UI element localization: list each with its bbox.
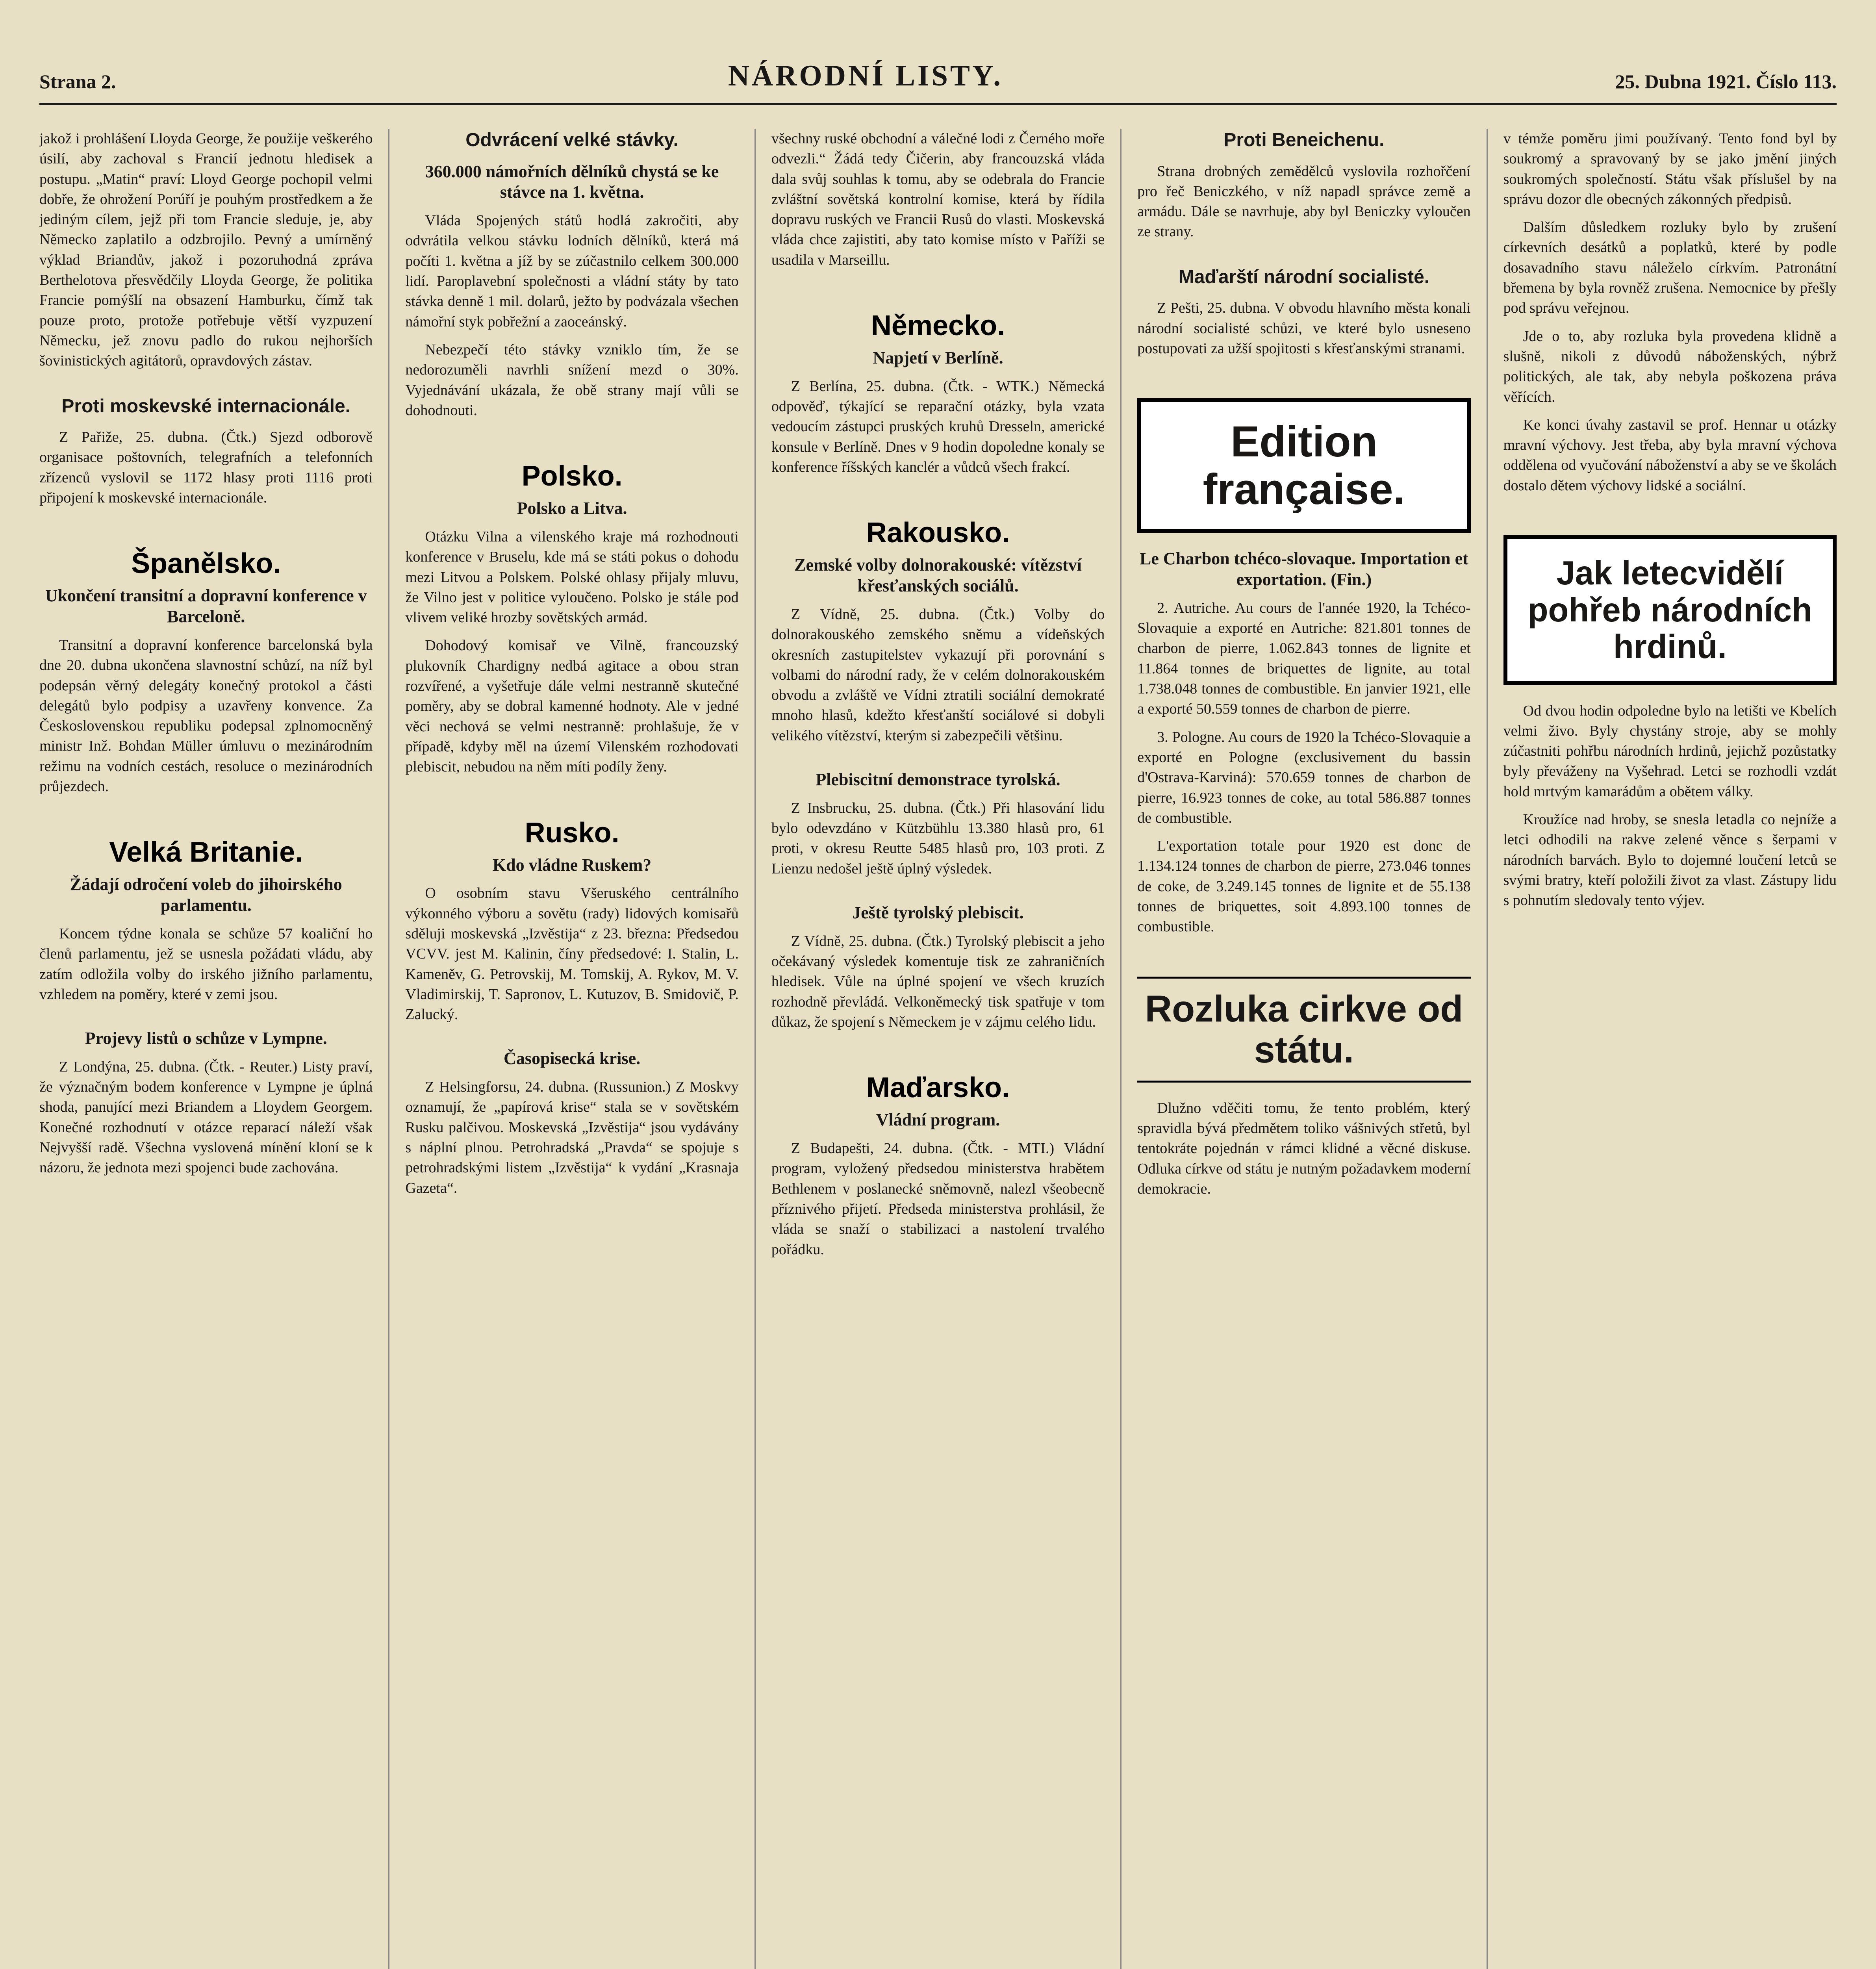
article-subheadline: Žádají odročení voleb do jihoirského parlamentu. xyxy=(70,875,342,915)
banner-title: Jak letecvidělí pohřeb národních hrdinů. xyxy=(1527,554,1813,666)
article-text: 3. Pologne. Au cours de 1920 la Tchéco-Slovaquie a exporté en Pologne (exclusivement du bassin d'Ostrava-Karviná): 570.659 tonnes de charbon de pierre, 16.923 tonnes de coke, au total 586.887 tonnes de combustible. xyxy=(1137,729,1471,826)
section-title: Polsko. xyxy=(521,460,623,492)
article-subheadline: Projevy listů o schůze v Lympne. xyxy=(85,1029,327,1048)
article-headline: Proti Beneichenu. xyxy=(1223,130,1385,150)
section-title: Rakousko. xyxy=(866,517,1010,549)
article xyxy=(771,1056,1105,1268)
article xyxy=(39,1028,373,1186)
article-text: O osobním stavu Všeruského centrálního výkonného výboru a sovětu (rady) lidových komisařů sděluji moskevská „Izvěstija“ z 23. března: Předsedou VCVV. jest M. Kalinin, číny předsedové: I. Stalin, L. Kameněv, G. Petrovskij, M. Tomskij, A. Rykov, M. V. Vladimirskij, T. Sapronov, L. Kutuzov, B. Smidovič, P. Zalucký. xyxy=(405,885,739,1023)
column-5 xyxy=(1503,129,1837,1969)
article xyxy=(771,903,1105,1040)
section-title: Maďarsko. xyxy=(866,1072,1010,1104)
article-headline: Maďarští národní socialisté. xyxy=(1178,266,1430,287)
article-text: jakož i prohlášení Lloyda George, že použije veškerého úsilí, aby zachoval s Francií jednotu hledisek a postupu. „Matin“ praví: Lloyd George pochopil velmi dobře, že ohrožení Porúří je pouhým prostředkem a že jediným cílem, jejž při tom Francie sleduje, je, aby Německo zaplatilo a odzbrojilo. Pevný a umírněný výklad Briandův, jakož i pozoruhodná zpráva Berthelotova přesvědčily Lloyda George, že politika Francie pomýšlí na obsazení Hamburku, čímž tak pouze proto, protože potřebuje větší vyzpuzení Německu, jež znovu padlo do rukou nejhorších šovinistických agitátorů, opravdových zástav. xyxy=(39,130,373,369)
article xyxy=(1137,266,1470,367)
article-text: Z Budapešti, 24. dubna. (Čtk. - MTI.) Vládní program, vyložený předsedou ministerstva hrabětem Bethlenem v poslanecké sněmovně, nalezl všeobecně příznivého přijetí. Předseda ministerstva prohlásil, že vláda se snaží o stabilizaci a nastolení trvalého pořádku. xyxy=(771,1140,1105,1258)
article-text: Dohodový komisař ve Vilně, francouzský plukovník Chardigny nedbá agitace a obou stran rozvířené, a vyšetřuje dále velmi nestranně skutečné poměry, aby se dobral kamenné hodnoty. Ale v jedné věci nechová se velmi nestranně: prohlašuje, že v případě, kdyby měl na území Vilenském rozhodovati plebiscit, nebudou na něm míti podíly ženy. xyxy=(405,637,739,775)
article-text: Strana drobných zemědělců vyslovila rozhořčení pro řeč Beniczkého, v níž napadl správce země a armádu. Dále se navrhuje, aby byl Beniczky vyloučen ze strany. xyxy=(1137,163,1471,240)
header xyxy=(39,59,1837,105)
article-text: Z Vídně, 25. dubna. (Čtk.) Volby do dolnorakouského zemského sněmu a vídeňských okresních zastupitelstev vykazují při porovnání s volbami do národní rady, že v celém dolnorakouském obvodu a zvláště ve Vídni ztratili sociální demokraté mnoho hlasů, kdežto křesťanští sociálové si dobyli velikého vítězství, kterým si zabezpečili většinu. xyxy=(771,606,1105,744)
article-text: Z Pešti, 25. dubna. V obvodu hlavního města konali národní socialisté schůzi, ve které bylo usneseno postupovati za užší spojitosti s křesťanskými stranami. xyxy=(1137,300,1471,357)
article-subheadline: Kdo vládne Ruskem? xyxy=(492,855,652,875)
article-subheadline: 360.000 námořních dělníků chystá se ke stávce na 1. května. xyxy=(425,161,719,202)
article xyxy=(1503,129,1837,504)
article-text: Z Vídně, 25. dubna. (Čtk.) Tyrolský plebiscit a jeho očekávaný výsledek komentuje tisk ze zahraničních hledisek. Vůle na úplné spojení ve všech kruzích rozhodně převládá. Velkoněmecký tisk spatřuje v tom důkaz, že spojení s Německem je v zájmu celého lidu. xyxy=(771,933,1105,1030)
article xyxy=(1137,129,1470,250)
article-text: Jde o to, aby rozluka byla provedena klidně a slušně, nikoli z důvodů náboženských, nýbrž politických, ale tak, aby nebyla poškozena práva věřících. xyxy=(1503,328,1837,405)
article-subheadline: Časopisecká krise. xyxy=(504,1049,641,1068)
section-title: Německo. xyxy=(871,310,1005,342)
newspaper-title: NÁRODNÍ LISTY. xyxy=(728,59,1003,92)
article xyxy=(405,129,738,428)
banner-box xyxy=(1137,398,1470,533)
article-text: Koncem týdne konala se schůze 57 koaliční ho členů parlamentu, jež se usnesla požádati vládu, aby zatím odložila volby do irského jižního parlamentu, vzhledem na poměry, které v zemi jsou. xyxy=(39,925,373,1003)
article-text: Ke konci úvahy zastavil se prof. Hennar u otázky mravní výchovy. Jest třeba, aby byla mravní výchova oddělena od vyučování náboženství a aby se ve školách dostalo dětem výchovy lidské a sociální. xyxy=(1503,416,1837,494)
article-subheadline: Vládní program. xyxy=(876,1110,1000,1130)
section-title: Rusko. xyxy=(525,817,619,849)
article-subheadline: Polsko a Litva. xyxy=(517,499,627,518)
banner-title: Rozluka cirkve od státu. xyxy=(1145,988,1463,1071)
article xyxy=(771,769,1105,887)
article-text: Kroužíce nad hroby, se snesla letadla co nejníže a letci odhodili na rakve zelené věnce s šerpami v národních barvách. Bylo to dojemné loučení letců se svými bratry, kteří položili život za vlast. Zástupy lidu s pohnutím sledovaly tento výjev. xyxy=(1503,811,1837,909)
article xyxy=(771,501,1105,754)
section-title: Španělsko. xyxy=(131,548,281,580)
article-text: Otázku Vilna a vilenského kraje má rozhodnouti konference v Bruselu, kde má se státi pokus o dohodu mezi Litvou a Polskem. Polské ohlasy přijaly mluvu, že Vilno jest v politice vyloučeno. Polsko je stále pod vlivem veliké hrozby sovětských armád. xyxy=(405,528,739,626)
article-subheadline: Napjetí v Berlíně. xyxy=(873,348,1003,368)
article-text: Vláda Spojených států hodlá zakročiti, aby odvrátila velkou stávku lodních dělníků, která má počíti 1. května a jíž by se zúčastnilo celkem 300.000 lidí. Paroplavební společnosti a vládní státy by tato stávka denně 1 mil. dolarů, ježto by podvázala všechen námořní styk pobřežní a zaoceánský. xyxy=(405,212,739,330)
article xyxy=(39,129,373,379)
article-text: Z Helsingforsu, 24. dubna. (Russunion.) Z Moskvy oznamují, že „papírová krise“ stala se v sovětském Rusku palčivou. Moskevská „Izvěstija“ jsou vydávány s náplní plnou. Petrohradská „Pravda“ se spojuje s petrohradskými listem „Izvěstija“ k vydání „Krasnaja Gazeta“. xyxy=(405,1079,739,1196)
article-text: všechny ruské obchodní a válečné lodi z Černého moře odvezli.“ Žádá tedy Čičerin, aby francouzská vláda dala svůj souhlas k tomu, aby se odebrala do Francie zvláštní sovětská kontrolní komise, která by řídila dopravu ruských ve Francii Rusů do vlasti. Moskevská vláda chce zajistiti, aby tato komise místo v Paříži se usadila v Marseillu. xyxy=(771,130,1105,268)
date-issue: 25. Dubna 1921. Číslo 113. xyxy=(1615,70,1837,93)
banner-box xyxy=(1503,535,1837,685)
column-2 xyxy=(405,129,755,1969)
article xyxy=(39,532,373,805)
article-text: 2. Autriche. Au cours de l'année 1920, la Tchéco-Slovaquie a exporté en Autriche: 821.801 tonnes de charbon de pierre, 1.062.843 tonnes de lignite et 11.864 tonnes de briquettes de lignite, au total 1.738.048 tonnes de combustible. En janvier 1921, elle a exporté 50.559 tonnes de charbon de pierre. xyxy=(1137,599,1471,718)
banner-box xyxy=(1137,977,1470,1083)
article-text: Transitní a dopravní konference barcelonská byla dne 20. dubna ukončena slavnostní schůzí, na níž byl podepsán věrný delegáty konečný protokol a části delegátů bylo podpisy a uzavřeny konvence. Za Československou republiku podepsal zplnomocněný ministr Inž. Bohdan Müller úmluvu o mezinárodním režimu na vodních cestách, resoluce o mezinárodních průjezdech. xyxy=(39,636,373,795)
column-3 xyxy=(771,129,1122,1969)
article-subheadline: Ještě tyrolský plebiscit. xyxy=(852,903,1024,923)
columns-container xyxy=(39,129,1837,1969)
article-headline: Odvrácení velké stávky. xyxy=(465,130,678,150)
article xyxy=(405,1048,738,1206)
article xyxy=(1137,549,1470,945)
page-number: Strana 2. xyxy=(39,70,116,93)
article xyxy=(39,820,373,1012)
article-text: Z Londýna, 25. dubna. (Čtk. - Reuter.) Listy praví, že význačným bodem konference v Lympne je úplná shoda, panující mezi Briandem a Lloydem Georgem. Konečné rozhodnutí v otázce reparací náleží však Nejvyšší radě. Všechna vyslovená mínění kloní se k názoru, že jednota mezi spojenci bude zachována. xyxy=(39,1058,373,1176)
article xyxy=(39,395,373,516)
column-1 xyxy=(39,129,389,1969)
article xyxy=(405,801,738,1033)
article-subheadline: Le Charbon tchéco-slovaque. Importation et exportation. (Fin.) xyxy=(1140,549,1468,590)
article-text: Z Insbrucku, 25. dubna. (Čtk.) Při hlasování lidu bylo odevzdáno v Kützbühlu 13.380 hlasů pro, 61 proti, v okresu Reutte 5485 hlasů pro, 103 proti. Z Lienzu nedošel ještě úplný výsledek. xyxy=(771,799,1105,877)
column-4 xyxy=(1137,129,1487,1969)
article-text: Dlužno vděčiti tomu, že tento problém, který spravidla bývá předmětem toliko vášnivých střetů, byl tentokráte pojednán v rámci klidné a věcné diskuse. Odluka církve od státu je nutným požadavkem moderní demokracie. xyxy=(1137,1099,1471,1197)
section-title: Velká Britanie. xyxy=(109,836,303,868)
article xyxy=(771,129,1105,278)
article-text: L'exportation totale pour 1920 est donc de 1.134.124 tonnes de charbon de pierre, 273.046 tonnes de coke, de 3.249.145 tonnes de lignite et de 55.138 tonnes de briquettes, soit 4.893.100 tonnes de combustible. xyxy=(1137,838,1471,935)
article-text: Z Pařiže, 25. dubna. (Čtk.) Sjezd odborově organisace poštovních, telegrafních a telefonních zřízenců vyslovil se 1172 hlasy proti 1116 proti připojení k moskevské internacionále. xyxy=(39,429,373,506)
article-subheadline: Ukončení transitní a dopravní konference v Barceloně. xyxy=(45,586,367,627)
article xyxy=(1137,1098,1470,1207)
article-text: Dalším důsledkem rozluky bylo by zrušení církevních desátků a poplatků, které by podle dosavadního stavu náleželo církvím. Patronátní břemena by byla rovněž zrušena. Nemocnice by přešly pod správu veřejnou. xyxy=(1503,219,1837,317)
article-text: Od dvou hodin odpoledne bylo na letišti ve Kbelích velmi živo. Byly chystány stroje, aby se mohly zúčastniti pohřbu národních hrdinů, jejichž pozůstatky byly převáženy na Vyšehrad. Letci se rozhodli vzdát hold mrtvým kamarádům a obětem války. xyxy=(1503,702,1837,800)
article-headline: Proti moskevské internacionále. xyxy=(61,395,351,417)
article-subheadline: Zemské volby dolnorakouské: vítězství křesťanských sociálů. xyxy=(794,555,1082,596)
article-text: Nebezpečí této stávky vzniklo tím, že se nedorozuměli navrhli snížení mezd o 30%. Vyjednávání ukázala, že obě strany mají vůli se dohodnouti. xyxy=(405,341,739,419)
banner-title: Edition française. xyxy=(1203,417,1405,514)
article-subheadline: Plebiscitní demonstrace tyrolská. xyxy=(816,770,1060,790)
article-text: v témže poměru jimi používaný. Tento fond byl by soukromý a spravovaný by se jako jmění jiných soukromých společností. Státu však příslušel by na správu dozor dle obecných zákonných předpisů. xyxy=(1503,130,1837,208)
article xyxy=(1503,701,1837,919)
article xyxy=(771,294,1105,485)
article xyxy=(405,444,738,785)
article-text: Z Berlína, 25. dubna. (Čtk. - WTK.) Německá odpověď, týkající se reparační otázky, byla vzata vedoucím zástupci pruských kruhů Dresseln, americké konsule v Berlíně. Dnes v 9 hodin dopoledne konaly se konference říšských kanclér a vůdců všech frakcí. xyxy=(771,378,1105,476)
